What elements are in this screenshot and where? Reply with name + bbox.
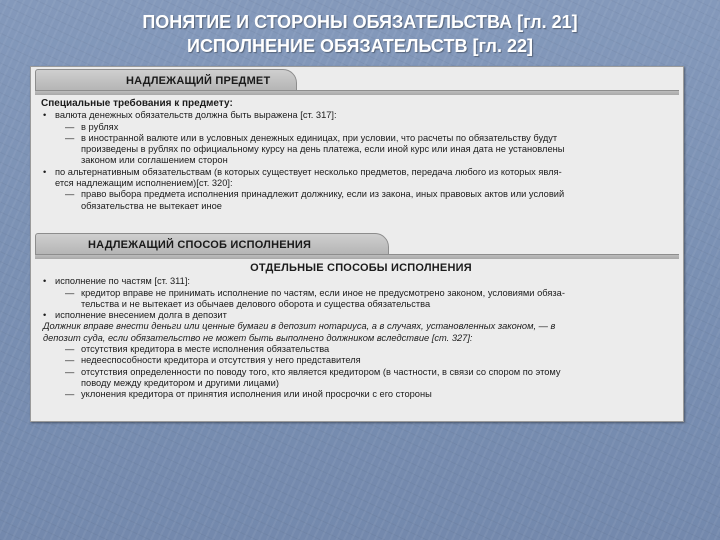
dash-item [41,389,681,400]
section-tab-proper-method: НАДЛЕЖАЩИЙ СПОСОБ ИСПОЛНЕНИЯ [35,233,389,255]
dash-item [41,189,681,200]
continuation-line [41,299,681,310]
list-item-text: отсутствия определенности по поводу того, кто является кредитором (в частности, в связи со спором по этому [81,366,561,377]
list-item-text: депозит суда, если обязательство не может быть выполнено должником вследствие [ст. 327]: [43,332,473,343]
methods-heading: ОТДЕЛЬНЫЕ СПОСОБЫ ИСПОЛНЕНИЯ [250,262,472,274]
list-item-text: Должник вправе внести деньги или ценные бумаги в депозит нотариуса, а в случаях, установленных законом, — в [43,321,556,332]
paragraph-line [41,321,681,332]
list-item-text: валюта денежных обязательств должна быть выражена [ст. 317]: [55,110,337,121]
dash-marker: — [65,132,75,143]
slide-title-line1: ПОНЯТИЕ И СТОРОНЫ ОБЯЗАТЕЛЬСТВА [гл. 21] [142,12,578,32]
dash-item [41,355,681,366]
section-divider [35,90,679,95]
continuation-line [41,201,681,212]
slide-title [0,10,720,58]
paragraph-line [41,333,681,344]
dash-marker: — [65,366,75,377]
section-proper-method [41,263,681,401]
dash-item [41,367,681,378]
continuation-line [41,155,681,166]
bullet-item [41,276,681,287]
list-item-text: недееспособности кредитора и отсутствия у него представителя [81,355,361,366]
slide-title-line2: ИСПОЛНЕНИЕ ОБЯЗАТЕЛЬСТВ [гл. 22] [187,36,533,56]
list-item-text: тельства и не вытекает из обычаев делового оборота и существа обязательства [81,298,431,309]
section-tab-proper-subject: НАДЛЕЖАЩИЙ ПРЕДМЕТ [35,69,297,91]
continuation-line [41,178,681,189]
section-proper-subject [41,98,681,212]
dash-marker: — [65,121,75,132]
list-item-text: исполнение внесением долга в депозит [55,310,227,321]
bullet-item [41,110,681,121]
continuation-line [41,144,681,155]
dash-marker: — [65,287,75,298]
list-item-text: исполнение по частям [ст. 311]: [55,276,190,287]
bullet-item [41,310,681,321]
dash-marker: — [65,389,75,400]
dash-item [41,288,681,299]
list-item-text: уклонения кредитора от принятия исполнения или иной просрочки с его стороны [81,389,432,400]
dash-marker: — [65,344,75,355]
list-item-text: по альтернативным обязательствам (в которых существует несколько предметов, передача любого из которых явля- [55,166,562,177]
dash-item [41,122,681,133]
section-divider [35,254,679,259]
list-item-text: право выбора предмета исполнения принадлежит должнику, если из закона, иных правовых актов или условий [81,189,565,200]
dash-item [41,344,681,355]
subheading: Специальные требования к предмету: [41,98,233,109]
dash-item [41,133,681,144]
list-item-text: поводу между кредитором и другими лицами) [81,377,279,388]
continuation-line [41,378,681,389]
dash-marker: — [65,355,75,366]
list-item-text: в иностранной валюте или в условных денежных единицах, при условии, что расчеты по обязательству будут [81,132,558,143]
list-item-text: обязательства не вытекает иное [81,200,222,211]
requirements-list [41,110,681,212]
list-item-text: отсутствия кредитора в месте исполнения обязательства [81,344,330,355]
dash-marker: — [65,189,75,200]
list-item-text: законом или соглашением сторон [81,155,228,166]
list-item-text: в рублях [81,121,119,132]
methods-list [41,276,681,400]
list-item-text: кредитор вправе не принимать исполнение по частям, если иное не предусмотрено законом, условиями обяза- [81,287,565,298]
bullet-item [41,167,681,178]
list-item-text: ется надлежащим исполнением)[ст. 320]: [55,178,233,189]
scanned-document [30,66,684,422]
list-item-text: произведены в рублях по официальному курсу на день платежа, если иной курс или иная дата не установлены [81,144,565,155]
